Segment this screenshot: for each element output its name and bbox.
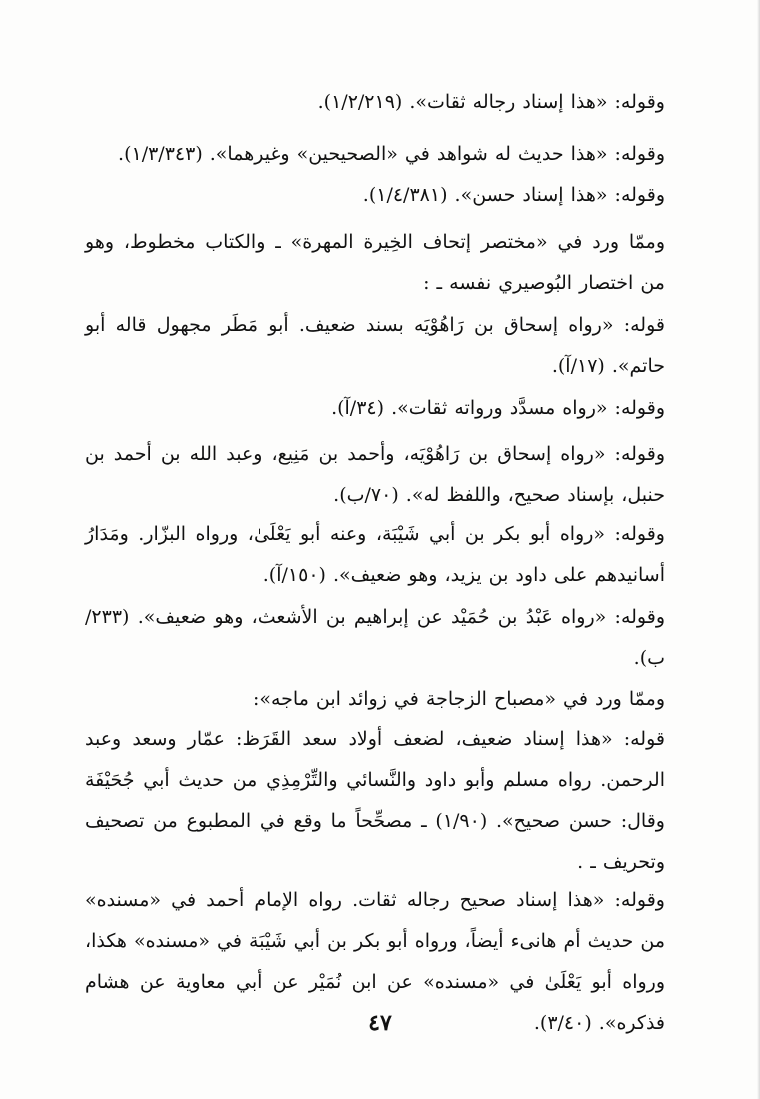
paragraph-4: وممّا ورد في «مختصر إتحاف الخِيرة المهرة» ـ والكتاب مخطوط، وهو من اختصار البُوصيري نفسه ـ : [85,231,665,294]
page-number: ٤٧ [368,1010,392,1036]
paragraph-7: وقوله: «رواه إسحاق بن رَاهُوْيَه، وأحمد بن مَنِيع، وعبد الله بن أحمد بن حنبل، بإسناد صحيح، واللفظ له». (٧٠/ب). [85,443,665,506]
paragraph-2: وقوله: «هذا حديث له شواهد في «الصحيحين» وغيرهما». (١/٣/٣٤٣). [118,143,665,165]
paragraph-6: وقوله: «رواه مسدَّد ورواته ثقات». (٣٤/آ). [331,397,665,419]
paragraph-1: وقوله: «هذا إسناد رجاله ثقات». (١/٢/٢١٩). [317,91,665,113]
paragraph-9: وقوله: «رواه عَبْدُ بن حُمَيْد عن إبراهيم بن الأشعث، وهو ضعيف». (٢٣٣/ب). [85,606,665,669]
paragraph-3: وقوله: «هذا إسناد حسن». (١/٤/٣٨١). [362,184,665,206]
paragraph-10: وممّا ورد في «مصباح الزجاجة في زوائد ابن ماجه»: [252,688,665,710]
paragraph-12: وقوله: «هذا إسناد صحيح رجاله ثقات. رواه الإمام أحمد في «مسنده» من حديث أم هانىء أيضاً، ورواه أبو بكر بن أبي شَيْبَة في «مسنده» هكذا، ورواه أبو يَعْلَىٰ في «مسنده» عن ابن نُمَيْر عن أبي معاوية عن هشام فذكره». (٣/٤٠). [85,889,665,1034]
paragraph-5: قوله: «رواه إسحاق بن رَاهُوْيَه بسند ضعيف. أبو مَطَر مجهول قاله أبو حاتم». (١٧/آ). [85,314,665,377]
paragraph-8: وقوله: «رواه أبو بكر بن أبي شَيْبَة، وعنه أبو يَعْلَىٰ، ورواه البزّار. ومَدَارُ أسانيدهم على داود بن يزيد، وهو ضعيف». (١٥٠/آ). [85,523,665,586]
paragraph-11: قوله: «هذا إسناد ضعيف، لضعف أولاد سعد القَرَظ: عمّار وسعد وعبد الرحمن. رواه مسلم وأبو داود والنَّسائي والتِّرْمِذِي من حديث أبي جُحَيْفَة وقال: حسن صحيح». (١/٩٠) ـ مصحِّحاً ما وقع في المطبوع من تصحيف وتحريف ـ . [85,728,665,873]
